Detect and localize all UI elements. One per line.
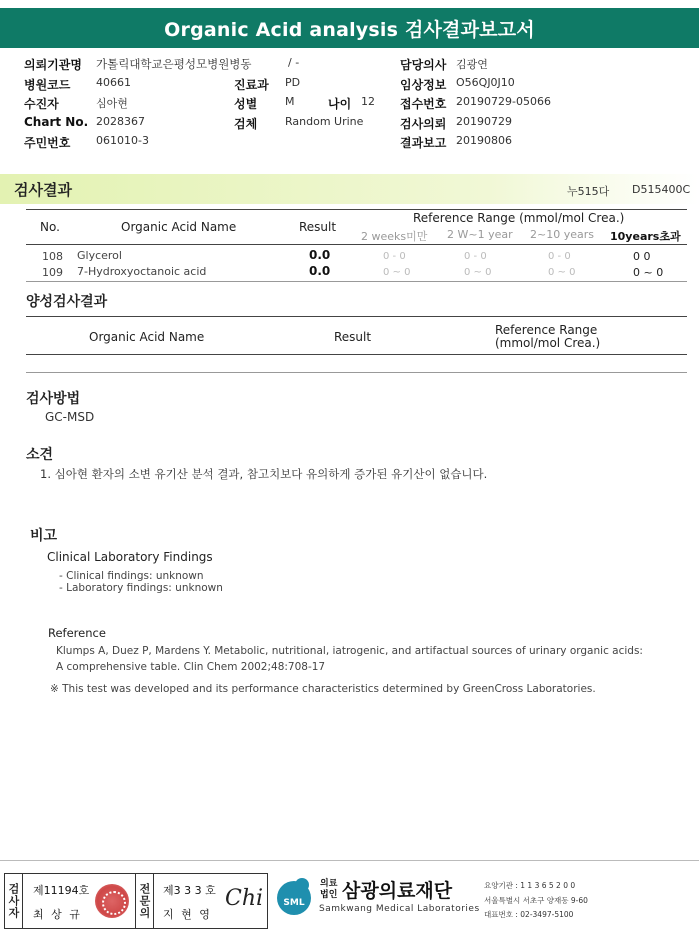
positive-top-rule [26,316,687,317]
brand-prefix-2: 법인 [320,890,338,900]
positive-col-name: Organic Acid Name [89,330,205,344]
method-value: GC-MSD [45,410,95,424]
specialist-label-text: 전문의 [138,883,151,919]
brand-name-en: Samkwang Medical Laboratories [319,904,480,914]
row-ref-3: 0 ~ 0 [548,267,576,278]
col-ref-2weeks: 2 weeks미만 [361,230,428,243]
reference-line-2: A comprehensive table. Clin Chem 2002;48:708-17 [56,661,326,673]
row-ref-1: 0 ~ 0 [383,267,411,278]
disclaimer: ※ This test was developed and its performance characteristics determined by GreenCross Laboratories. [50,683,596,695]
specialist-license-no: 제3 3 3 호 [163,884,216,897]
hospital-code-label: 병원코드 [24,78,71,92]
specialist-label [136,874,154,928]
brand-prefix-1: 의료 [320,879,338,889]
col-ref-2-10y: 2~10 years [530,228,594,241]
col-no: No. [40,220,60,234]
contact-code: 요양기관 : 1 1 3 6 5 2 0 0 [484,881,576,890]
patient-value: 심아현 [96,97,128,110]
positive-bottom-rule [26,372,687,373]
sml-logo-text: SML [283,898,305,908]
sex-label: 성별 [234,97,258,111]
report-label: 결과보고 [400,136,447,150]
clinical-info-label: 임상정보 [400,78,447,92]
table-bottom-rule [26,281,687,282]
specimen-value: Random Urine [285,115,364,128]
contact-phone: 대표번호 : 02-3497-5100 [484,910,574,919]
row-ref-2: 0 - 0 [464,251,487,262]
tester-license-no: 제11194호 [33,884,90,897]
receipt-value: 20190729-05066 [456,95,551,108]
dept-value: PD [285,76,301,89]
row-no: 109 [42,266,63,279]
tester-label [5,874,23,928]
doctor-value: 김광연 [456,58,488,71]
reference-line-1: Klumps A, Duez P, Mardens Y. Metabolic, nutritional, iatrogenic, and artifactual sources of urinary organic acids: [56,645,643,657]
positive-col-result: Result [334,330,372,344]
method-title: 검사방법 [26,391,81,407]
notes-title: 비고 [30,528,58,544]
report-title: Organic Acid analysis 검사결과보고서 [0,8,699,48]
specialist-signature: Chi [225,886,264,911]
ward-value: / - [288,56,300,69]
col-ref-10y: 10years초과 [610,230,681,243]
findings-text: 1. 심아현 환자의 소변 유기산 분석 결과, 참고치보다 유의하게 증가된 유기산이 없습니다. [40,467,488,481]
age-value: 12 [361,95,375,108]
clinical-findings-title: Clinical Laboratory Findings [47,550,213,564]
request-label: 검사의뢰 [400,117,447,131]
report-value: 20190806 [456,134,512,147]
specimen-label: 검체 [234,117,258,131]
row-result: 0.0 [309,248,331,262]
col-result: Result [299,220,337,234]
sex-value: M [285,95,295,108]
findings-title: 소견 [26,447,54,463]
brand-name: 삼광의료재단 [342,880,453,902]
signature-box [4,873,268,929]
row-name: Glycerol [77,249,122,262]
results-section-title: 검사결과 [14,181,72,199]
row-ref-4: 0 ~ 0 [633,266,664,279]
footer-divider [0,860,699,861]
test-code-ko: 누515다 [567,185,610,198]
official-seal [95,884,129,918]
row-result: 0.0 [309,264,331,278]
tester-label-text: 검사자 [7,883,20,919]
row-no: 108 [42,250,63,263]
lab-findings-line: - Laboratory findings: unknown [59,582,223,594]
positive-section-title: 양성검사결과 [26,294,108,310]
hospital-code-value: 40661 [96,76,131,89]
reference-title: Reference [48,626,106,640]
test-code: D515400C [632,183,691,196]
col-reference: Reference Range (mmol/mol Crea.) [413,211,625,225]
contact-address: 서울특별시 서초구 양재동 9-60 [484,896,588,905]
table-top-rule [26,209,687,210]
row-ref-3: 0 - 0 [548,251,571,262]
specialist-name: 지 현 영 [163,908,212,921]
doctor-label: 담당의사 [400,58,447,72]
row-ref-4: 0 0 [633,250,651,263]
clinical-info-value: O56QJ0J10 [456,76,515,89]
positive-col-ref-2: (mmol/mol Crea.) [495,336,601,350]
patient-label: 수진자 [24,97,59,111]
col-name: Organic Acid Name [121,220,237,234]
chart-label: Chart No. [24,115,89,129]
dept-label: 진료과 [234,78,269,92]
id-value: 061010-3 [96,134,149,147]
tester-name: 최 상 규 [33,908,82,921]
sml-logo-icon [272,874,316,918]
positive-header-rule [26,354,687,355]
receipt-label: 접수번호 [400,97,447,111]
clinical-findings-line: - Clinical findings: unknown [59,570,204,582]
id-label: 주민번호 [24,136,71,150]
positive-col-ref-1: Reference Range [495,323,598,337]
row-name: 7-Hydroxyoctanoic acid [77,265,207,278]
chart-value: 2028367 [96,115,145,128]
institution-value: 가톨릭대학교은평성모병원병동 [96,57,252,71]
results-section-header [0,174,699,204]
age-label: 나이 [328,97,352,111]
request-value: 20190729 [456,115,512,128]
institution-label: 의뢰기관명 [24,58,82,72]
row-ref-1: 0 - 0 [383,251,406,262]
col-ref-2w1y: 2 W~1 year [447,228,513,241]
table-header-rule [26,244,687,245]
row-ref-2: 0 ~ 0 [464,267,492,278]
